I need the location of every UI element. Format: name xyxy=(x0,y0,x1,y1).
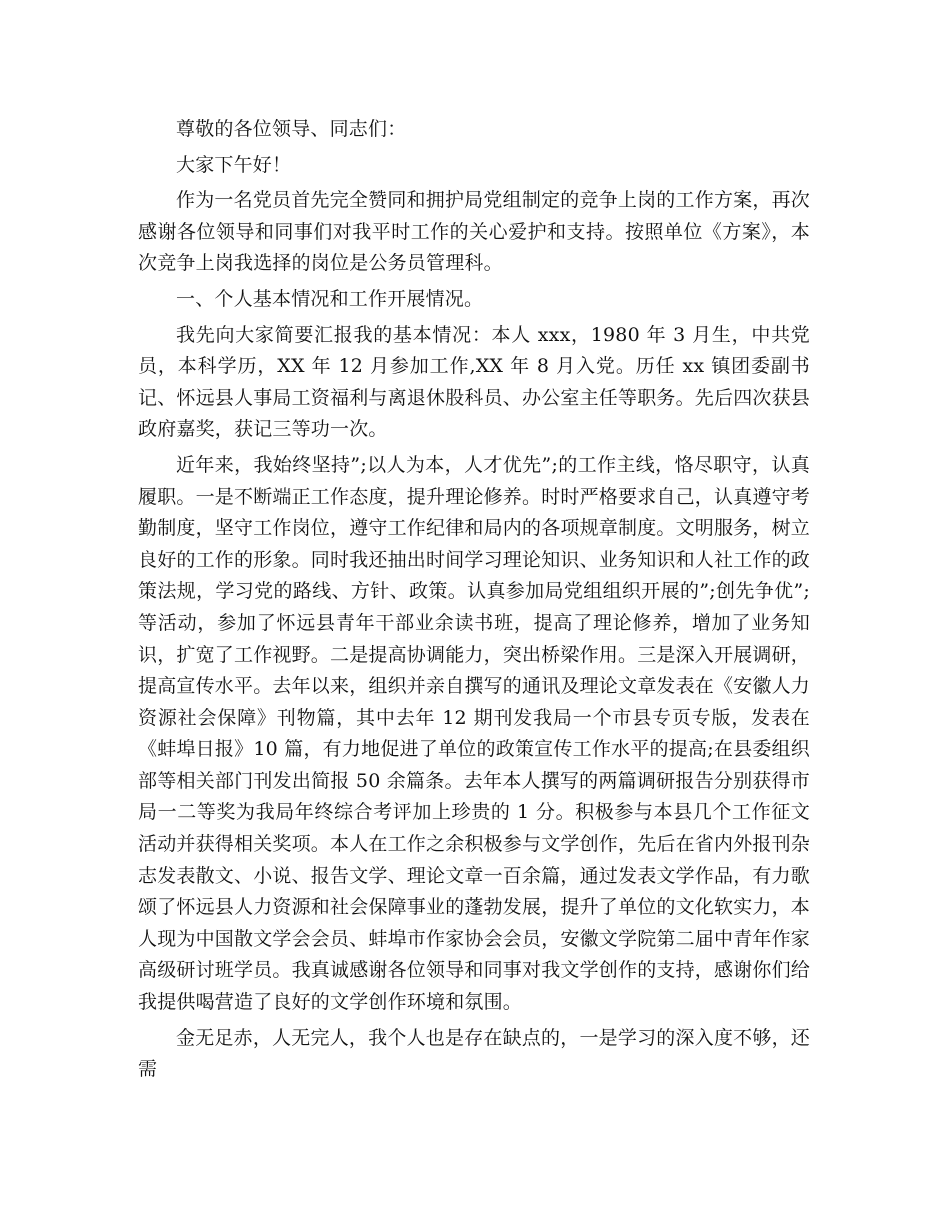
section-heading: 一、个人基本情况和工作开展情况。 xyxy=(176,287,484,310)
greeting-line: 尊敬的各位领导、同志们： xyxy=(176,118,407,140)
work-summary-paragraph: 近年来，我始终坚持”;以人为本，人才优先”;的工作主线，恪尽职守，认真履职。一是不断端正工作态度，提升理论修养。时时严格要求自己，认真遵守考勤制度，坚守工作岗位，遵守工作纪律和局内的各项规章制度。文明服务，树立良好的工作的形象。同时我还抽出时间学习理论知识、业务知识和人社工作的政策法规，学习党的路线、方针、政策。认真参加局党组组织开展的”;创先争优”;等活动，参加了怀远县青年干部业余读书班，提高了理论修养，增加了业务知识，扩宽了工作视野。二是提高协调能力，突出桥梁作用。三是深入开展调研，提高宣传水平。去年以来，组织并亲自撰写的通讯及理论文章发表在《安徽人力资源社会保障》刊物篇，其中去年 12 期刊发我局一个市县专页专版，发表在《蚌埠日报》10 篇，有力地促进了单位的政策宣传工作水平的提高;在县委组织部等相关部门刊发出简报 50 余篇条。去年本人撰写的两篇调研报告分别获得市局一二等奖为我局年终综合考评加上珍贵的 1 分。积极参与本县几个工作征文活动并获得相关奖项。本人在工作之余积极参与文学创作，先后在省内外报刊杂志发表散文、小说、报告文学、理论文章一百余篇，通过发表文学作品，有力歌颂了怀远县人力资源和社会保障事业的蓬勃发展，提升了单位的文化软实力，本人现为中国散文学会会员、蚌埠市作家协会会员，安徽文学院第二届中青年作家高级研讨班学员。我真诚感谢各位领导和同事对我文学创作的支持，感谢你们给我提供喝营造了良好的文学创作环境和氛围。 xyxy=(138,453,811,1014)
shortcomings-paragraph: 金无足赤，人无完人，我个人也是存在缺点的，一是学习的深入度不够，还需 xyxy=(138,1026,810,1081)
basic-info-paragraph: 我先向大家简要汇报我的基本情况：本人 xxx，1980 年 3 月生，中共党员，本科学历，XX 年 12 月参加工作,XX 年 8 月入党。历任 xx 镇团委副书记、怀远县人事局工资福利与离退休股科员、办公室主任等职务。先后四次获县政府嘉奖，获记三等功一次。 xyxy=(138,323,811,441)
intro-paragraph: 作为一名党员首先完全赞同和拥护局党组制定的竞争上岗的工作方案，再次感谢各位领导和同事们对我平时工作的关心爱护和支持。按照单位《方案》，本次竞争上岗我选择的岗位是公务员管理科。 xyxy=(138,189,810,275)
salutation-line: 大家下午好！ xyxy=(176,153,292,176)
document-body xyxy=(138,114,810,1086)
